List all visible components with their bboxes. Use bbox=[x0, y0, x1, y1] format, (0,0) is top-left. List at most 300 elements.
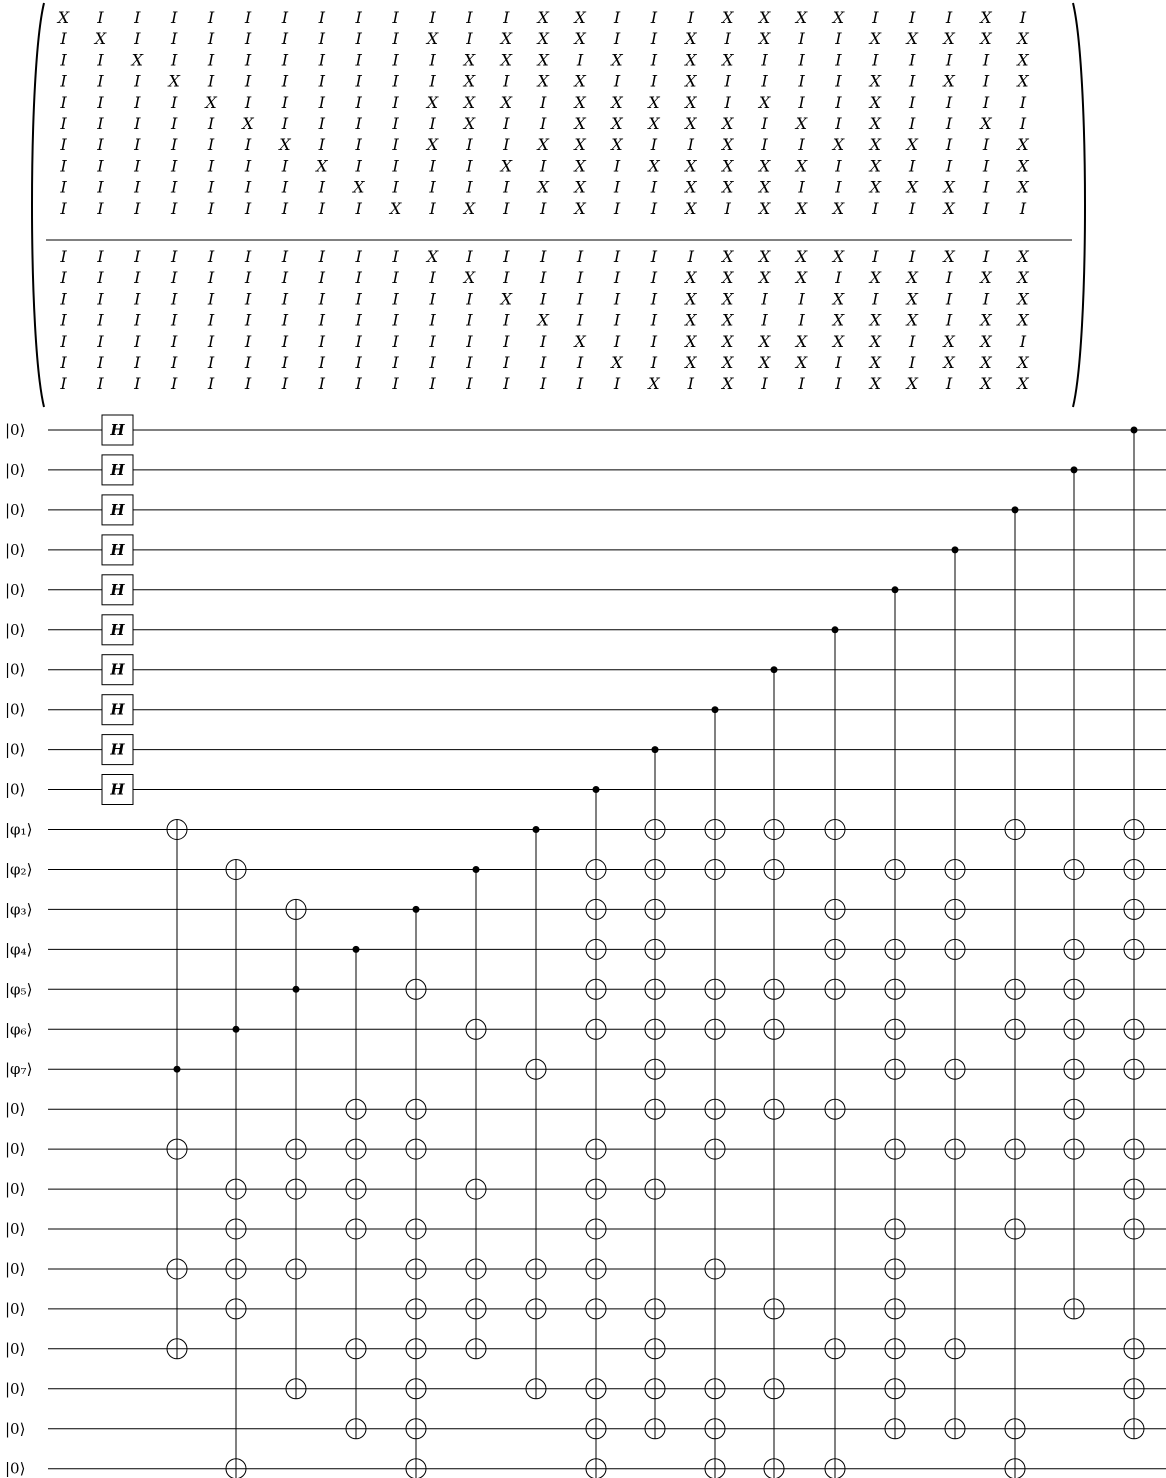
matrix-top-cell-r5-c6: I bbox=[244, 92, 252, 112]
cnot-target bbox=[226, 1259, 246, 1279]
matrix-top-cell-r7-c2: I bbox=[97, 135, 104, 155]
matrix-top-cell-r2-c3: I bbox=[134, 29, 141, 49]
matrix-top-cell-r5-c3: I bbox=[134, 92, 141, 112]
matrix-bottom-cell-r5-c4: I bbox=[171, 331, 178, 351]
matrix-bottom-cell-r1-c27: X bbox=[1017, 247, 1029, 266]
matrix-top-cell-r5-c20: X bbox=[758, 92, 771, 112]
wire-label-21: |0⟩ bbox=[5, 1220, 26, 1238]
matrix-top-cell-r1-c27: I bbox=[1019, 8, 1027, 27]
matrix-top-cell-r4-c7: I bbox=[281, 71, 289, 91]
matrix-top-cell-r5-c21: I bbox=[798, 92, 805, 112]
matrix-top-cell-r1-c17: I bbox=[650, 8, 658, 27]
matrix-bottom-cell-r4-c20: I bbox=[761, 310, 768, 330]
cnot-target bbox=[406, 1459, 426, 1478]
matrix-bottom-cell-r6-c22: I bbox=[835, 353, 842, 372]
matrix-top-cell-r8-c20: X bbox=[758, 156, 771, 176]
matrix-bottom-cell-r5-c2: I bbox=[97, 331, 104, 351]
matrix-top-cell-r4-c13: I bbox=[503, 71, 510, 91]
cnot-target bbox=[885, 1419, 905, 1439]
matrix-top-cell-r9-c16: I bbox=[613, 177, 621, 197]
matrix-bottom-cell-r2-c11: I bbox=[429, 268, 436, 288]
matrix-top-cell-r8-c1: I bbox=[60, 156, 67, 176]
matrix-bottom-cell-r7-c10: I bbox=[392, 374, 399, 394]
cnot-target bbox=[1005, 1139, 1025, 1159]
matrix-bottom-cell-r4-c12: I bbox=[466, 310, 473, 330]
matrix-bottom-cell-r3-c17: I bbox=[650, 289, 658, 309]
wire-label-26: |0⟩ bbox=[5, 1419, 26, 1438]
wire-label-24: |0⟩ bbox=[5, 1339, 26, 1358]
matrix-top-cell-r8-c2: I bbox=[97, 156, 104, 176]
matrix-top-cell-r7-c10: I bbox=[392, 135, 399, 155]
matrix-bottom-cell-r3-c26: I bbox=[982, 289, 990, 309]
matrix-top-cell-r8-c7: I bbox=[281, 156, 289, 176]
cnot-target bbox=[764, 1019, 784, 1039]
matrix-top-cell-r7-c17: I bbox=[650, 135, 658, 155]
matrix-bottom-cell-r4-c7: I bbox=[281, 310, 289, 330]
cnot-target bbox=[764, 1099, 784, 1119]
matrix-bottom-cell-r3-c4: I bbox=[171, 289, 178, 309]
matrix-bottom-cell-r5-c16: I bbox=[613, 331, 621, 351]
matrix-bottom-cell-r2-c14: I bbox=[540, 268, 547, 288]
matrix-bottom-cell-r3-c8: I bbox=[318, 289, 325, 309]
matrix-top-cell-r9-c27: X bbox=[1017, 177, 1029, 197]
matrix-top-cell-r8-c16: I bbox=[613, 156, 621, 176]
wire-label-27: |0⟩ bbox=[5, 1459, 26, 1478]
matrix-bottom-cell-r1-c19: X bbox=[722, 247, 734, 266]
matrix-top-cell-r1-c10: I bbox=[392, 8, 399, 27]
cnot-target bbox=[346, 1219, 366, 1239]
matrix-bottom-cell-r5-c5: I bbox=[207, 331, 215, 351]
wire-label-17: |φ₇⟩ bbox=[5, 1060, 33, 1079]
matrix-top-cell-r8-c18: X bbox=[685, 156, 697, 176]
matrix-bottom-cell-r5-c20: X bbox=[758, 331, 771, 351]
matrix-bottom-cell-r1-c17: I bbox=[650, 247, 658, 266]
matrix-bottom-cell-r2-c4: I bbox=[171, 268, 178, 288]
matrix-top-cell-r5-c24: I bbox=[909, 92, 916, 112]
matrix-bottom-cell-r4-c3: I bbox=[134, 310, 141, 330]
matrix-bottom-cell-r1-c1: I bbox=[60, 247, 67, 266]
matrix-bottom-cell-r1-c2: I bbox=[97, 247, 104, 266]
wire-label-15: |φ₅⟩ bbox=[5, 980, 33, 999]
matrix-top-cell-r9-c12: I bbox=[466, 177, 473, 197]
matrix-top-cell-r8-c13: X bbox=[500, 156, 512, 176]
matrix-bottom-cell-r7-c23: X bbox=[869, 374, 881, 394]
matrix-bottom-cell-r5-c7: I bbox=[281, 331, 289, 351]
matrix-bottom-cell-r3-c22: X bbox=[832, 289, 845, 309]
matrix-bottom-cell-r4-c6: I bbox=[244, 310, 252, 330]
cnot-target bbox=[945, 939, 965, 959]
matrix-bottom-cell-r3-c3: I bbox=[134, 289, 141, 309]
matrix-bottom-cell-r1-c13: I bbox=[503, 247, 510, 266]
matrix-top-cell-r3-c20: I bbox=[761, 50, 768, 70]
matrix-bottom-cell-r6-c23: X bbox=[869, 353, 881, 372]
matrix-bottom-cell-r6-c14: I bbox=[540, 353, 547, 372]
matrix-top-cell-r4-c3: I bbox=[134, 71, 141, 91]
cnot-target bbox=[586, 1459, 606, 1478]
matrix-bottom-cell-r3-c7: I bbox=[281, 289, 289, 309]
matrix-bottom-cell-r3-c19: X bbox=[722, 289, 734, 309]
cnot-target bbox=[286, 899, 306, 919]
matrix-bottom-cell-r6-c8: I bbox=[318, 353, 325, 372]
matrix-top-cell-r3-c18: X bbox=[685, 50, 697, 70]
matrix-top-cell-r1-c13: I bbox=[503, 8, 510, 27]
cnot-target bbox=[226, 1299, 246, 1319]
matrix-top-cell-r6-c17: X bbox=[648, 114, 660, 133]
matrix-top-cell-r2-c13: X bbox=[500, 29, 512, 49]
matrix-top-cell-r3-c7: I bbox=[281, 50, 289, 70]
matrix-top-cell-r4-c15: X bbox=[574, 71, 586, 91]
matrix-bottom-cell-r2-c15: I bbox=[576, 268, 584, 288]
cnot-target bbox=[1064, 1059, 1084, 1079]
matrix-bottom-cell-r2-c25: I bbox=[945, 268, 953, 288]
hadamard-gate bbox=[102, 775, 133, 805]
matrix-top-cell-r2-c11: X bbox=[426, 29, 439, 49]
cnot-target bbox=[226, 1179, 246, 1199]
control-dot bbox=[533, 826, 540, 833]
matrix-bottom-cell-r2-c26: X bbox=[980, 268, 992, 288]
matrix-bottom-cell-r2-c17: I bbox=[650, 268, 658, 288]
matrix-bottom-cell-r7-c4: I bbox=[171, 374, 178, 394]
control-dot bbox=[293, 986, 300, 993]
control-dot bbox=[652, 746, 659, 753]
cnot-target bbox=[286, 1379, 306, 1399]
matrix-bottom-cell-r3-c15: I bbox=[576, 289, 584, 309]
cnot-target bbox=[167, 820, 187, 840]
matrix-top-cell-r2-c20: X bbox=[758, 29, 771, 49]
matrix-top-cell-r1-c8: I bbox=[318, 8, 325, 27]
matrix-bottom-cell-r7-c20: I bbox=[761, 374, 768, 394]
matrix-bottom-cell-r6-c20: X bbox=[758, 353, 771, 372]
matrix-top-cell-r9-c22: I bbox=[835, 177, 842, 197]
cnot-target bbox=[1064, 1099, 1084, 1119]
matrix-top-cell-r2-c27: X bbox=[1017, 29, 1029, 49]
cnot-target bbox=[406, 1339, 426, 1359]
matrix-top-cell-r9-c6: I bbox=[244, 177, 252, 197]
matrix-top-cell-r8-c11: I bbox=[429, 156, 436, 176]
matrix-bottom-cell-r5-c17: I bbox=[650, 331, 658, 351]
cnot-target bbox=[226, 1219, 246, 1239]
matrix-bottom-cell-r7-c18: I bbox=[687, 374, 694, 394]
matrix-top-cell-r3-c6: I bbox=[244, 50, 252, 70]
stabilizer-matrix bbox=[32, 3, 1085, 407]
cnot-target bbox=[885, 1139, 905, 1159]
matrix-bottom-cell-r3-c11: I bbox=[429, 289, 436, 309]
matrix-top-cell-r1-c5: I bbox=[207, 8, 215, 27]
matrix-bottom-cell-r2-c3: I bbox=[134, 268, 141, 288]
matrix-top-cell-r4-c27: X bbox=[1017, 71, 1029, 91]
cnot-target bbox=[167, 1259, 187, 1279]
matrix-top-cell-r2-c1: I bbox=[60, 29, 67, 49]
matrix-top-cell-r6-c8: I bbox=[318, 114, 325, 133]
matrix-bottom-cell-r7-c3: I bbox=[134, 374, 141, 394]
matrix-bottom-cell-r3-c14: I bbox=[540, 289, 547, 309]
matrix-top-cell-r4-c4: X bbox=[168, 71, 180, 91]
matrix-bottom-cell-r3-c27: X bbox=[1017, 289, 1029, 309]
matrix-bottom-cell-r5-c25: X bbox=[943, 331, 955, 351]
matrix-bottom-cell-r5-c22: X bbox=[832, 331, 845, 351]
control-dot bbox=[832, 626, 839, 633]
matrix-bottom-cell-r3-c9: I bbox=[355, 289, 362, 309]
matrix-top-cell-r8-c12: I bbox=[466, 156, 473, 176]
wire-label-5: |0⟩ bbox=[5, 580, 26, 599]
matrix-top-cell-r2-c8: I bbox=[318, 29, 325, 49]
cnot-target bbox=[406, 1139, 426, 1159]
cnot-target bbox=[645, 1179, 665, 1199]
matrix-top-cell-r4-c19: I bbox=[724, 71, 731, 91]
cnot-target bbox=[885, 1379, 905, 1399]
matrix-top-cell-r4-c22: I bbox=[835, 71, 842, 91]
matrix-top-cell-r7-c4: I bbox=[171, 135, 178, 155]
hadamard-label: H bbox=[110, 700, 125, 719]
matrix-top-cell-r1-c11: I bbox=[429, 8, 436, 27]
cnot-target bbox=[406, 1219, 426, 1239]
cnot-target bbox=[1124, 899, 1144, 919]
wire-label-25: |0⟩ bbox=[5, 1379, 26, 1398]
cnot-target bbox=[705, 1139, 725, 1159]
matrix-top-cell-r4-c24: I bbox=[909, 71, 916, 91]
matrix-bottom-cell-r3-c12: I bbox=[466, 289, 473, 309]
hadamard-label: H bbox=[110, 660, 125, 679]
matrix-top-cell-r5-c19: I bbox=[724, 92, 731, 112]
matrix-top-cell-r1-c1: X bbox=[57, 8, 70, 27]
control-dot bbox=[1071, 466, 1078, 473]
matrix-top-cell-r7-c23: X bbox=[869, 135, 881, 155]
matrix-top-cell-r10-c13: I bbox=[503, 198, 510, 218]
matrix-top-cell-r5-c18: X bbox=[685, 92, 697, 112]
cnot-target bbox=[1124, 1419, 1144, 1439]
cnot-target bbox=[167, 1139, 187, 1159]
matrix-bottom-cell-r1-c21: X bbox=[795, 247, 808, 266]
cnot-target bbox=[1005, 820, 1025, 840]
matrix-top-cell-r1-c9: I bbox=[355, 8, 362, 27]
matrix-top-cell-r4-c1: I bbox=[60, 71, 67, 91]
matrix-top-cell-r5-c10: I bbox=[392, 92, 399, 112]
matrix-top-cell-r8-c21: X bbox=[795, 156, 808, 176]
matrix-top-cell-r1-c24: I bbox=[909, 8, 916, 27]
matrix-top-cell-r2-c21: I bbox=[798, 29, 805, 49]
matrix-top-cell-r7-c9: I bbox=[355, 135, 362, 155]
cnot-target bbox=[586, 979, 606, 999]
matrix-top-cell-r6-c5: I bbox=[207, 114, 215, 133]
cnot-target bbox=[346, 1419, 366, 1439]
matrix-top-cell-r9-c10: I bbox=[392, 177, 399, 197]
matrix-top-cell-r8-c23: X bbox=[869, 156, 881, 176]
control-dot bbox=[174, 1066, 181, 1073]
matrix-bottom-cell-r3-c5: I bbox=[207, 289, 215, 309]
cnot-target bbox=[586, 1419, 606, 1439]
matrix-bottom-cell-r7-c6: I bbox=[244, 374, 252, 394]
matrix-bottom-cell-r4-c9: I bbox=[355, 310, 362, 330]
quantum-circuit bbox=[5, 415, 1166, 1478]
matrix-top-cell-r10-c15: X bbox=[574, 198, 586, 218]
matrix-top-cell-r9-c11: I bbox=[429, 177, 436, 197]
cnot-target bbox=[1124, 939, 1144, 959]
matrix-top-cell-r6-c11: I bbox=[429, 114, 436, 133]
matrix-bottom-cell-r6-c13: I bbox=[503, 353, 510, 372]
cnot-target bbox=[645, 1419, 665, 1439]
matrix-top-cell-r10-c9: I bbox=[355, 198, 362, 218]
matrix-bottom-cell-r4-c27: X bbox=[1017, 310, 1029, 330]
matrix-top-cell-r10-c12: X bbox=[463, 198, 476, 218]
matrix-bottom-cell-r6-c25: X bbox=[943, 353, 955, 372]
hadamard-gate bbox=[102, 455, 133, 485]
matrix-bottom-cell-r7-c21: I bbox=[798, 374, 805, 394]
matrix-bottom-cell-r4-c13: I bbox=[503, 310, 510, 330]
matrix-bottom-cell-r1-c4: I bbox=[171, 247, 178, 266]
matrix-top-cell-r2-c17: I bbox=[650, 29, 658, 49]
cnot-target bbox=[705, 1459, 725, 1478]
matrix-top-cell-r1-c14: X bbox=[537, 8, 549, 27]
hadamard-label: H bbox=[110, 460, 125, 479]
cnot-target bbox=[1005, 1459, 1025, 1478]
matrix-bottom-cell-r7-c22: I bbox=[835, 374, 842, 394]
matrix-bottom-cell-r1-c3: I bbox=[134, 247, 141, 266]
wire-label-9: |0⟩ bbox=[5, 740, 26, 759]
matrix-top-cell-r8-c8: X bbox=[316, 156, 328, 176]
matrix-top-cell-r10-c17: I bbox=[650, 198, 658, 218]
wire-label-13: |φ₃⟩ bbox=[5, 900, 33, 919]
matrix-top-cell-r7-c18: I bbox=[687, 135, 694, 155]
matrix-top-cell-r3-c15: I bbox=[576, 50, 584, 70]
matrix-top-cell-r3-c3: X bbox=[131, 50, 143, 70]
cnot-target bbox=[1124, 1379, 1144, 1399]
matrix-top-cell-r4-c9: I bbox=[355, 71, 362, 91]
control-dot bbox=[892, 586, 899, 593]
matrix-top-cell-r5-c26: I bbox=[982, 92, 990, 112]
matrix-top-cell-r4-c16: I bbox=[613, 71, 621, 91]
matrix-top-cell-r4-c10: I bbox=[392, 71, 399, 91]
matrix-bottom-cell-r7-c26: X bbox=[980, 374, 992, 394]
cnot-target bbox=[885, 1219, 905, 1239]
matrix-top-cell-r7-c19: X bbox=[722, 135, 734, 155]
matrix-top-cell-r2-c25: X bbox=[943, 29, 955, 49]
matrix-top-cell-r6-c15: X bbox=[574, 114, 586, 133]
cnot-target bbox=[1124, 1019, 1144, 1039]
matrix-top-cell-r7-c11: X bbox=[426, 135, 439, 155]
matrix-top-cell-r3-c22: I bbox=[835, 50, 842, 70]
matrix-bottom-cell-r3-c6: I bbox=[244, 289, 252, 309]
matrix-top-cell-r8-c15: X bbox=[574, 156, 586, 176]
matrix-bottom-cell-r1-c9: I bbox=[355, 247, 362, 266]
matrix-bottom-cell-r2-c22: I bbox=[835, 268, 842, 288]
matrix-top-cell-r1-c19: X bbox=[722, 8, 734, 27]
hadamard-gate bbox=[102, 695, 133, 725]
cnot-target bbox=[1124, 860, 1144, 880]
matrix-top-cell-r9-c13: I bbox=[503, 177, 510, 197]
matrix-top-cell-r9-c7: I bbox=[281, 177, 289, 197]
matrix-top-cell-r3-c4: I bbox=[171, 50, 178, 70]
cnot-target bbox=[466, 1019, 486, 1039]
cnot-target bbox=[406, 1419, 426, 1439]
matrix-top-cell-r6-c27: I bbox=[1019, 114, 1027, 133]
matrix-top-cell-r7-c8: I bbox=[318, 135, 325, 155]
wire-label-16: |φ₆⟩ bbox=[5, 1020, 33, 1039]
cnot-target bbox=[945, 1339, 965, 1359]
cnot-target bbox=[764, 979, 784, 999]
matrix-top-cell-r2-c6: I bbox=[244, 29, 252, 49]
matrix-top-cell-r7-c13: I bbox=[503, 135, 510, 155]
matrix-bottom-cell-r6-c4: I bbox=[171, 353, 178, 372]
matrix-bottom-cell-r1-c6: I bbox=[244, 247, 252, 266]
matrix-top-cell-r2-c9: I bbox=[355, 29, 362, 49]
cnot-target bbox=[645, 1019, 665, 1039]
matrix-top-cell-r10-c25: X bbox=[943, 198, 955, 218]
control-dot bbox=[1131, 427, 1138, 434]
cnot-target bbox=[346, 1139, 366, 1159]
matrix-top-cell-r1-c26: X bbox=[980, 8, 992, 27]
matrix-bottom-cell-r5-c15: X bbox=[574, 331, 586, 351]
matrix-bottom-cell-r4-c15: I bbox=[576, 310, 584, 330]
control-dot bbox=[413, 906, 420, 913]
matrix-top-cell-r5-c16: X bbox=[611, 92, 623, 112]
cnot-target bbox=[705, 820, 725, 840]
matrix-bottom-cell-r5-c13: I bbox=[503, 331, 510, 351]
matrix-top-cell-r2-c24: X bbox=[906, 29, 918, 49]
matrix-bottom-cell-r5-c24: I bbox=[909, 331, 916, 351]
matrix-bottom-cell-r5-c9: I bbox=[355, 331, 362, 351]
control-dot bbox=[593, 786, 600, 793]
cnot-target bbox=[945, 1059, 965, 1079]
cnot-target bbox=[1124, 1059, 1144, 1079]
matrix-bottom-cell-r7-c12: I bbox=[466, 374, 473, 394]
wire-label-4: |0⟩ bbox=[5, 540, 26, 559]
cnot-target bbox=[705, 860, 725, 880]
matrix-bottom-cell-r1-c23: I bbox=[872, 247, 879, 266]
circuit-wires bbox=[5, 421, 1166, 1478]
matrix-bottom-cell-r7-c5: I bbox=[207, 374, 215, 394]
matrix-top-cell-r4-c20: I bbox=[761, 71, 768, 91]
matrix-top-cell-r10-c11: I bbox=[429, 198, 436, 218]
matrix-bottom-cell-r1-c26: I bbox=[982, 247, 990, 266]
cnot-target bbox=[346, 1339, 366, 1359]
matrix-top-cell-r4-c25: X bbox=[943, 71, 955, 91]
matrix-top-cell-r6-c24: I bbox=[909, 114, 916, 133]
matrix-bottom-cell-r4-c1: I bbox=[60, 310, 67, 330]
matrix-top-cell-r7-c26: I bbox=[982, 135, 990, 155]
matrix-bottom-cell-r1-c25: X bbox=[943, 247, 955, 266]
matrix-top-cell-r1-c23: I bbox=[872, 8, 879, 27]
cnot-target bbox=[645, 1339, 665, 1359]
matrix-top-cell-r2-c5: I bbox=[207, 29, 215, 49]
matrix-top-cell-r4-c17: I bbox=[650, 71, 658, 91]
matrix-top-cell-r3-c14: X bbox=[537, 50, 549, 70]
matrix-top-cell-r10-c22: X bbox=[832, 198, 845, 218]
matrix-top-cell-r7-c25: I bbox=[945, 135, 953, 155]
cnot-target bbox=[466, 1339, 486, 1359]
matrix-bottom-cell-r6-c6: I bbox=[244, 353, 252, 372]
control-dot bbox=[473, 866, 480, 873]
matrix-top-cell-r5-c8: I bbox=[318, 92, 325, 112]
matrix-top-cell-r4-c26: I bbox=[982, 71, 990, 91]
matrix-top-cell-r5-c15: X bbox=[574, 92, 586, 112]
matrix-top-cell-r1-c22: X bbox=[832, 8, 845, 27]
wire-label-19: |0⟩ bbox=[5, 1140, 26, 1159]
matrix-bottom-cell-r1-c11: X bbox=[426, 247, 439, 266]
matrix-top-cell-r7-c27: X bbox=[1017, 135, 1029, 155]
matrix-top-cell-r10-c26: I bbox=[982, 198, 990, 218]
hadamard-gate bbox=[102, 575, 133, 605]
matrix-top-cell-r9-c2: I bbox=[97, 177, 104, 197]
hadamard-gate bbox=[102, 495, 133, 525]
matrix-bottom-cell-r6-c21: X bbox=[795, 353, 808, 372]
matrix-top-cell-r3-c16: X bbox=[611, 50, 623, 70]
matrix-top-cell-r9-c3: I bbox=[134, 177, 141, 197]
matrix-top-cell-r8-c5: I bbox=[207, 156, 215, 176]
matrix-top-cell-r4-c14: X bbox=[537, 71, 549, 91]
matrix-top-cell-r5-c2: I bbox=[97, 92, 104, 112]
matrix-top-cell-r9-c21: I bbox=[798, 177, 805, 197]
matrix-bottom-cell-r5-c18: X bbox=[685, 331, 697, 351]
